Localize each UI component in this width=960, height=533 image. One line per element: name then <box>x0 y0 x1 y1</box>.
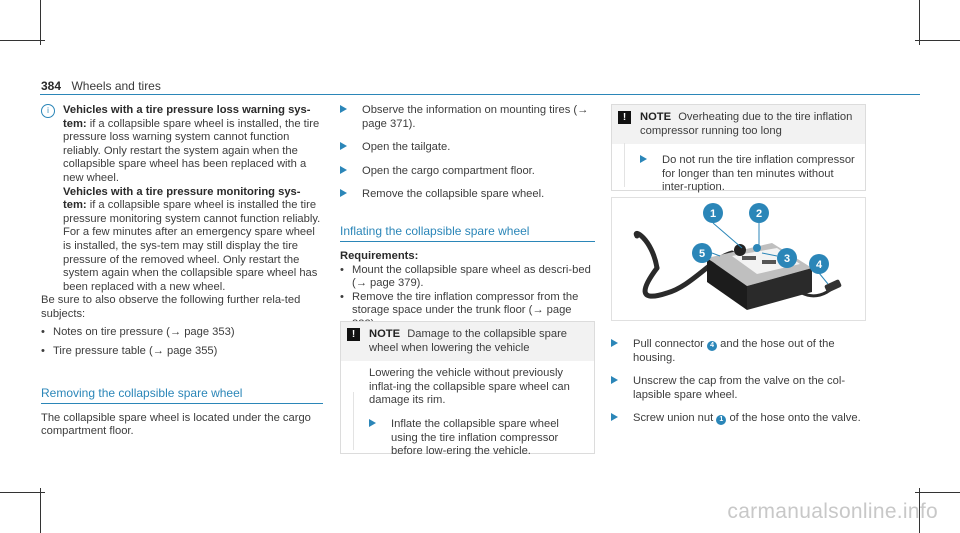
step-arrow-icon <box>340 166 347 174</box>
callout-2 <box>749 203 769 246</box>
step-arrow-icon <box>340 142 347 150</box>
step-bar <box>624 143 625 187</box>
svg-text:3: 3 <box>783 253 791 265</box>
connector-highlight <box>753 244 761 252</box>
note-label: NOTE <box>640 111 672 123</box>
panel-detail <box>742 256 756 260</box>
compressor-illustration <box>612 198 865 320</box>
step-item: Unscrew the cap from the valve on the col-lapsible spare wheel. <box>611 375 864 402</box>
step-item: Do not run the tire inflation compressor for longer than ten minutes without inter-ruption. <box>640 154 855 195</box>
callout-badge-4: 4 <box>707 341 717 351</box>
section-rule <box>41 403 323 404</box>
crop-mark <box>0 40 45 41</box>
step-arrow-icon <box>640 155 647 163</box>
left-column <box>41 104 323 439</box>
note-body: if a collapsible spare wheel is installed, the tire pressure loss warning system cannot function reliably. Only restart the system again when the collapsible spare wheel has been replaced with a new wheel. <box>63 117 320 184</box>
crop-mark <box>40 0 41 45</box>
list-item[interactable]: • Notes on tire pressure (→ page 353) <box>41 326 323 340</box>
step-arrow-icon <box>611 413 618 421</box>
note-title: Vehicles with a tire pressure monitoring sys-tem: <box>63 185 301 212</box>
warning-icon: ! <box>347 328 360 341</box>
right-steps <box>611 338 864 426</box>
list-item: • Mount the collapsible spare wheel as descri-bed (→ page 379). <box>340 264 595 291</box>
further-subjects: Be sure to also observe the following further rela-ted subjects: <box>41 294 301 320</box>
step-item: Remove the collapsible spare wheel. <box>340 188 595 202</box>
info-icon: i <box>41 104 55 118</box>
svg-text:1: 1 <box>709 208 717 220</box>
page-number: 384 <box>41 79 62 93</box>
damage-note-box <box>340 321 595 458</box>
list-item: • Remove the tire inflation compressor from the storage space under the trunk floor (→ page <box>340 291 595 332</box>
section-heading-inflating: Inflating the collapsible spare wheel <box>340 223 530 238</box>
step-item: Inflate the collapsible spare wheel using the tire inflation compressor before low-ering the vehicle. <box>369 418 584 459</box>
overheating-note-box <box>611 104 866 194</box>
crop-mark <box>40 488 41 533</box>
callout-1 <box>703 203 742 248</box>
middle-column <box>340 104 595 332</box>
plug-shape <box>824 279 842 293</box>
callout-badge-1: 1 <box>716 415 726 425</box>
page-section-title: Wheels and tires <box>71 79 161 93</box>
note-body: Lowering the vehicle without previously inflat-ing the collapsible spare wheel can damage its rim. <box>369 367 570 407</box>
note-heading: Overheating due to the tire inflation compressor running too long <box>640 111 853 137</box>
step-arrow-icon <box>611 376 618 384</box>
header-rule <box>40 94 920 95</box>
watermark: carmanualsonline.info <box>727 500 938 523</box>
requirements-label: Requirements: <box>340 249 419 262</box>
note-label: NOTE <box>369 328 401 340</box>
note-header <box>341 322 594 361</box>
note-body: if a collapsible spare wheel is installed the tire pressure monitoring system cannot function reliably. For a few minutes after an emergency spare wheel is installed, the sys-tem may still display the tire pressure of the removed wheel. Only restart the system again when the collapsible spare wheel has been replaced with a new wheel. <box>63 199 321 293</box>
list-item[interactable]: • Tire pressure table (→ page 355) <box>41 345 323 359</box>
step-item: Screw union nut 1 of the hose onto the valve. <box>611 412 864 426</box>
section-rule <box>340 241 595 242</box>
step-bar <box>353 392 354 450</box>
step-arrow-icon <box>340 105 347 113</box>
step-arrow-icon <box>611 339 618 347</box>
svg-text:4: 4 <box>815 259 823 271</box>
panel-detail <box>762 260 776 264</box>
step-item: Observe the information on mounting tires (→ page 371). <box>340 104 595 131</box>
step-arrow-icon <box>369 419 376 427</box>
step-arrow-icon <box>340 189 347 197</box>
crop-mark <box>0 492 45 493</box>
crop-mark <box>915 40 960 41</box>
hose-line <box>636 233 657 268</box>
tpms-loss-note <box>41 104 323 294</box>
note-title: Vehicles with a tire pressure loss warning sys-tem: <box>63 104 311 130</box>
crop-mark <box>915 492 960 493</box>
svg-text:5: 5 <box>698 248 706 260</box>
step-item: Open the tailgate. <box>340 141 595 155</box>
svg-text:2: 2 <box>755 208 763 220</box>
warning-icon: ! <box>618 111 631 124</box>
crop-mark <box>919 0 920 45</box>
page-header <box>41 77 161 95</box>
step-item: Open the cargo compartment floor. <box>340 165 595 179</box>
compressor-figure <box>611 197 866 321</box>
step-item: Pull connector 4 and the hose out of the housing. <box>611 338 864 365</box>
note-heading: Damage to the collapsible spare wheel when lowering the vehicle <box>369 328 568 354</box>
section-heading-removing: Removing the collapsible spare wheel <box>41 385 243 400</box>
note-header <box>612 105 865 144</box>
section-body: The collapsible spare wheel is located under the cargo compartment floor. <box>41 411 311 438</box>
